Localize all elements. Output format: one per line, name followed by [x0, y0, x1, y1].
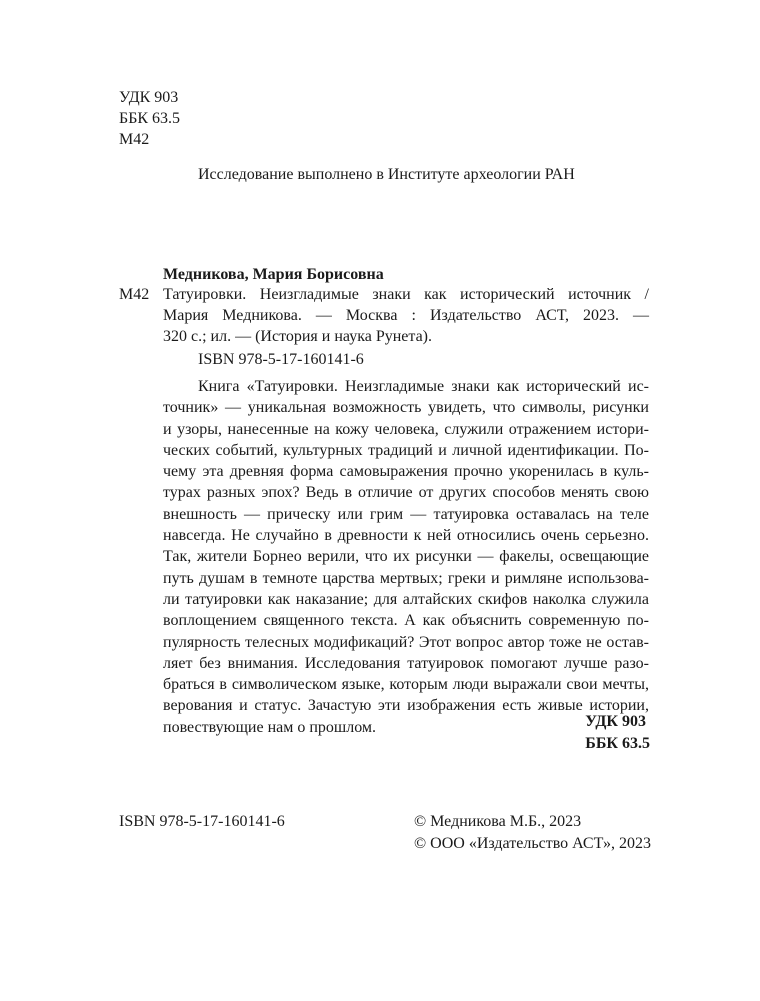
isbn-catalog: ISBN 978-5-17-160141-6 — [198, 351, 364, 368]
catalog-author-mark: М42 — [119, 286, 150, 303]
bbk-code: ББК 63.5 — [585, 735, 650, 752]
annotation-line: ли татуировки как наказание; для алтайских скифов наколка служила — [163, 590, 649, 608]
classification-codes — [119, 88, 180, 151]
udk-code: УДК 903 — [585, 713, 646, 730]
annotation-line: навсегда. Не случайно в древности к ней относились очень серьезно. — [163, 527, 649, 545]
annotation-line: и узоры, нанесенные на кожу человека, служили отражением истори- — [163, 420, 649, 438]
annotation-line: Так, жители Борнео верили, что их рисунки — факелы, освещающие — [163, 548, 649, 566]
copyright-publisher: © ООО «Издательство АСТ», 2023 — [414, 835, 651, 852]
isbn-footer: ISBN 978-5-17-160141-6 — [119, 813, 285, 830]
annotation-line: ческих событий, культурных традиций и личной идентификации. По- — [163, 441, 649, 459]
udk-code: УДК 903 — [119, 89, 179, 106]
annotation-line: ляет без внимания. Исследования татуировок помогают лучше разо- — [163, 654, 649, 672]
annotation-line: верования и статус. Зачастую эти изображения есть живые истории, — [163, 697, 649, 715]
author-mark: М42 — [119, 131, 150, 148]
annotation-line: Книга «Татуировки. Неизгладимые знаки как исторический ис- — [198, 378, 649, 395]
biblio-line: 320 с.; ил. — (История и наука Рунета). — [163, 328, 433, 345]
bibliographic-record — [163, 285, 649, 348]
annotation-line: турах разных эпох? Ведь в отличие от других способов менять свою — [163, 484, 649, 502]
annotation-line: браться в символическом языке, которым люди выражали свои мечты, — [163, 676, 649, 694]
annotation-line: чему эта древняя форма самовыражения прочно укоренилась в куль- — [163, 463, 649, 481]
annotation — [163, 377, 649, 739]
annotation-line: повествующие нам о прошлом. — [163, 718, 377, 736]
annotation-line: путь душам в темноте царства мертвых; греки и римляне использова- — [163, 569, 649, 587]
biblio-line: Мария Медникова. — Москва : Издательство АСТ, 2023. — — [163, 307, 649, 324]
classification-codes-right — [585, 712, 650, 756]
copyright-author: © Медникова М.Б., 2023 — [414, 813, 582, 830]
research-note: Исследование выполнено в Институте археологии РАН — [198, 166, 575, 183]
annotation-line: внешность — прическу или грим — татуировка оставалась на теле — [163, 505, 649, 523]
author-heading: Медникова, Мария Борисовна — [163, 266, 384, 283]
annotation-line: воплощением священного текста. А как объяснить современную по- — [163, 612, 649, 630]
copyright-block — [414, 812, 651, 856]
annotation-line: пулярность телесных модификаций? Этот вопрос автор тоже не остав- — [163, 633, 649, 651]
bbk-code: ББК 63.5 — [119, 110, 181, 127]
biblio-line: Татуировки. Неизгладимые знаки как исторический источник / — [163, 286, 649, 303]
annotation-line: точник» — уникальная возможность увидеть, что символы, рисунки — [163, 399, 649, 417]
